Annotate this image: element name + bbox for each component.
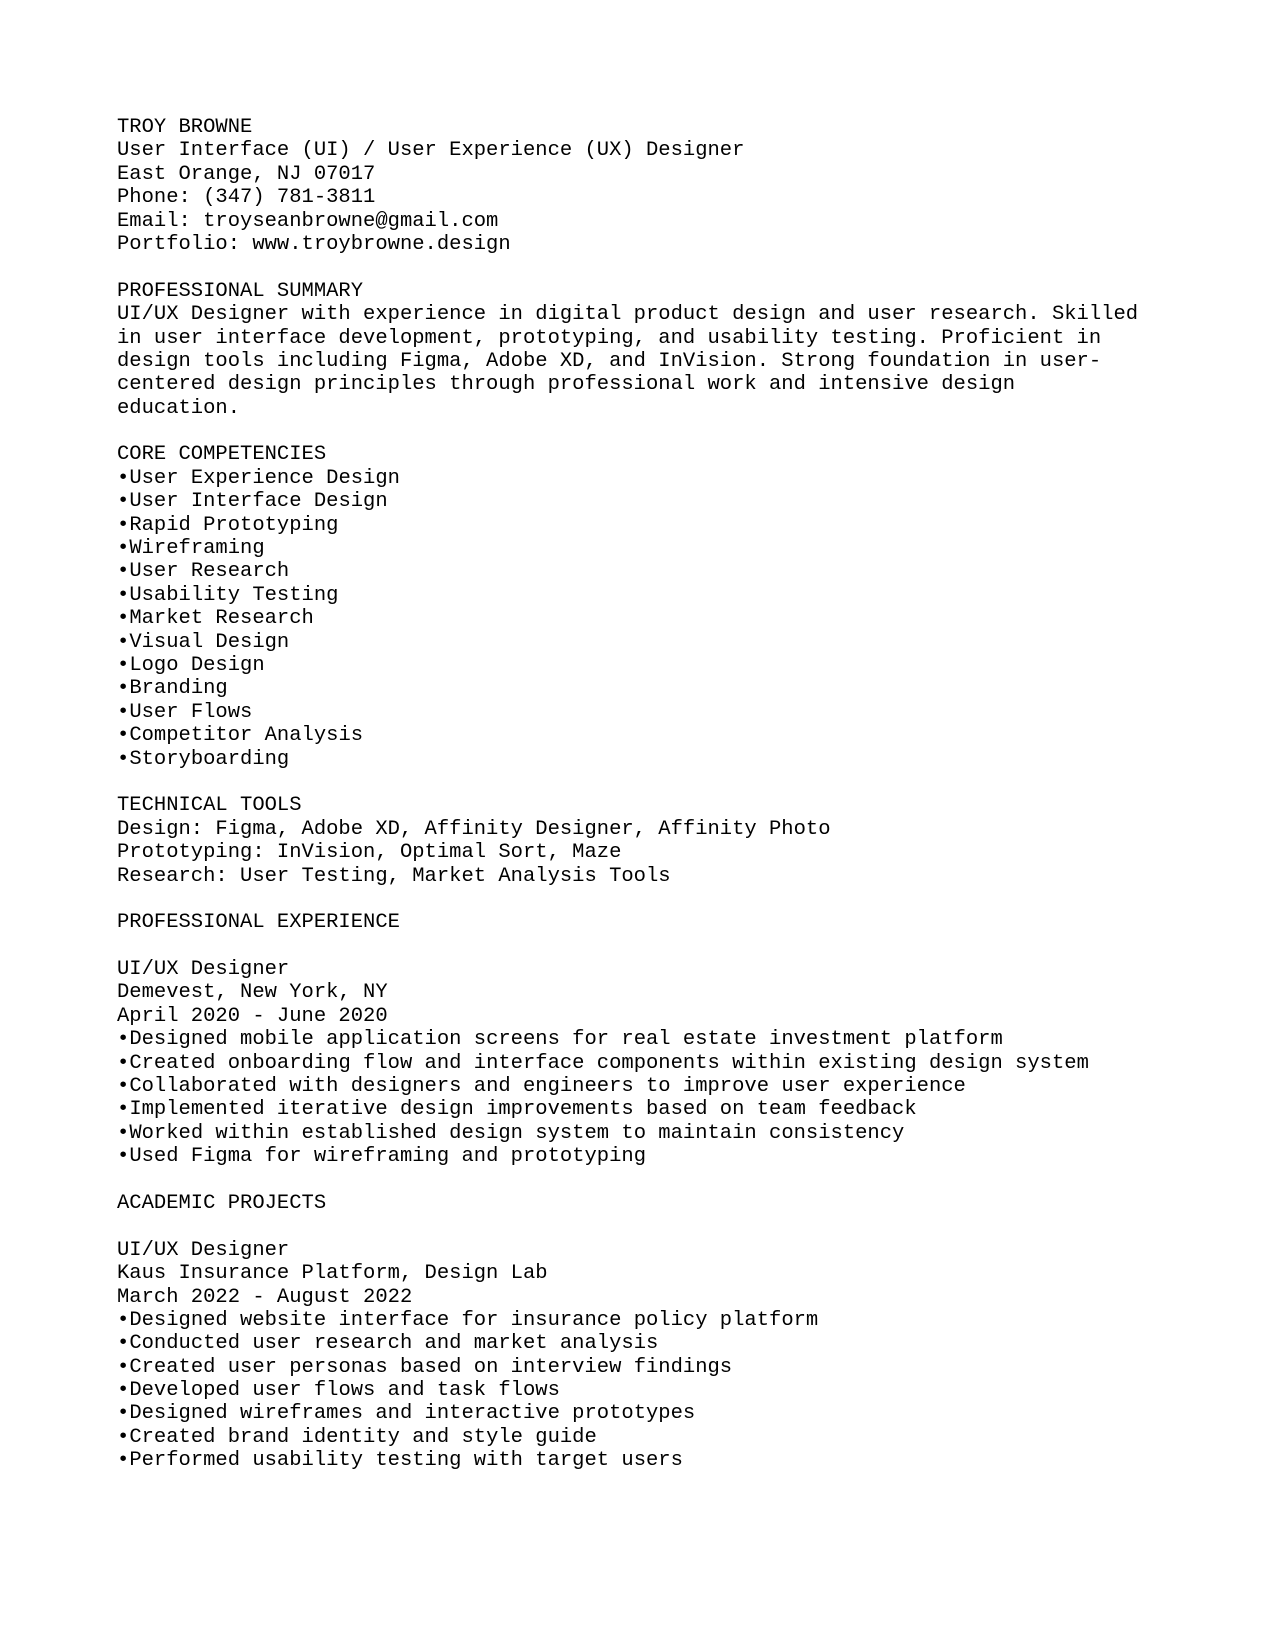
- section-heading-academic: ACADEMIC PROJECTS: [117, 1191, 327, 1215]
- academic-list: [117, 1309, 1217, 1473]
- list-item: • Used Figma for wireframing and prototyping: [117, 1145, 1217, 1168]
- resume-page: [117, 116, 1217, 1473]
- job-dates: April 2020 - June 2020: [117, 1004, 388, 1028]
- summary-line: centered design principles through professional work and intensive design: [117, 373, 1016, 397]
- summary-line: education.: [117, 396, 241, 420]
- resume-header: [117, 116, 1217, 256]
- project-role: UI/UX Designer: [117, 1238, 290, 1262]
- list-item: • Competitor Analysis: [117, 724, 1217, 747]
- tools-line-research: Research: User Testing, Market Analysis Tools: [117, 864, 671, 888]
- list-item: • Collaborated with designers and engineers to improve user experience: [117, 1075, 1217, 1098]
- list-item: • User Flows: [117, 701, 1217, 724]
- section-heading-summary: PROFESSIONAL SUMMARY: [117, 279, 364, 303]
- list-item: • User Interface Design: [117, 490, 1217, 513]
- list-item: • Usability Testing: [117, 584, 1217, 607]
- list-item: • Branding: [117, 677, 1217, 700]
- experience-section: [117, 911, 1217, 1168]
- project-organization: Kaus Insurance Platform, Design Lab: [117, 1262, 548, 1286]
- spacer: [117, 1215, 1217, 1238]
- candidate-email: Email: troyseanbrowne@gmail.com: [117, 209, 499, 233]
- list-item: • Designed wireframes and interactive prototypes: [117, 1402, 1217, 1425]
- candidate-portfolio: Portfolio: www.troybrowne.design: [117, 232, 511, 256]
- spacer: [117, 935, 1217, 958]
- spacer: [117, 771, 1217, 794]
- spacer: [117, 888, 1217, 911]
- summary-line: design tools including Figma, Adobe XD, and InVision. Strong foundation in user-: [117, 349, 1102, 373]
- candidate-title: User Interface (UI) / User Experience (UX) Designer: [117, 139, 745, 163]
- list-item: • Created onboarding flow and interface components within existing design system: [117, 1052, 1217, 1075]
- candidate-location: East Orange, NJ 07017: [117, 162, 376, 186]
- list-item: • Wireframing: [117, 537, 1217, 560]
- list-item: • Logo Design: [117, 654, 1217, 677]
- list-item: • User Research: [117, 560, 1217, 583]
- list-item: • User Experience Design: [117, 467, 1217, 490]
- list-item: • Market Research: [117, 607, 1217, 630]
- section-heading-competencies: CORE COMPETENCIES: [117, 443, 327, 467]
- list-item: • Visual Design: [117, 631, 1217, 654]
- list-item: • Worked within established design system to maintain consistency: [117, 1122, 1217, 1145]
- list-item: • Storyboarding: [117, 748, 1217, 771]
- spacer: [117, 420, 1217, 443]
- section-heading-tools: TECHNICAL TOOLS: [117, 794, 302, 818]
- list-item: • Rapid Prototyping: [117, 514, 1217, 537]
- candidate-name: TROY BROWNE: [117, 116, 253, 139]
- competencies-list: [117, 467, 1217, 771]
- job-role: UI/UX Designer: [117, 958, 290, 982]
- list-item: • Conducted user research and market analysis: [117, 1332, 1217, 1355]
- summary-section: [117, 280, 1217, 420]
- section-heading-experience: PROFESSIONAL EXPERIENCE: [117, 911, 400, 935]
- list-item: • Performed usability testing with target users: [117, 1449, 1217, 1472]
- spacer: [117, 256, 1217, 279]
- list-item: • Designed mobile application screens for real estate investment platform: [117, 1028, 1217, 1051]
- list-item: • Designed website interface for insurance policy platform: [117, 1309, 1217, 1332]
- list-item: • Created brand identity and style guide: [117, 1426, 1217, 1449]
- tools-line-prototyping: Prototyping: InVision, Optimal Sort, Maze: [117, 841, 622, 865]
- summary-line: UI/UX Designer with experience in digital product design and user research. Skilled: [117, 303, 1139, 327]
- project-dates: March 2022 - August 2022: [117, 1285, 413, 1309]
- academic-section: [117, 1192, 1217, 1473]
- list-item: • Developed user flows and task flows: [117, 1379, 1217, 1402]
- experience-list: [117, 1028, 1217, 1168]
- list-item: • Implemented iterative design improvements based on team feedback: [117, 1098, 1217, 1121]
- tools-section: [117, 794, 1217, 888]
- list-item: • Created user personas based on interview findings: [117, 1356, 1217, 1379]
- spacer: [117, 1169, 1217, 1192]
- job-company: Demevest, New York, NY: [117, 981, 388, 1005]
- candidate-phone: Phone: (347) 781-3811: [117, 186, 376, 210]
- summary-line: in user interface development, prototyping, and usability testing. Proficient in: [117, 326, 1102, 350]
- tools-line-design: Design: Figma, Adobe XD, Affinity Designer, Affinity Photo: [117, 817, 831, 841]
- competencies-section: [117, 443, 1217, 770]
